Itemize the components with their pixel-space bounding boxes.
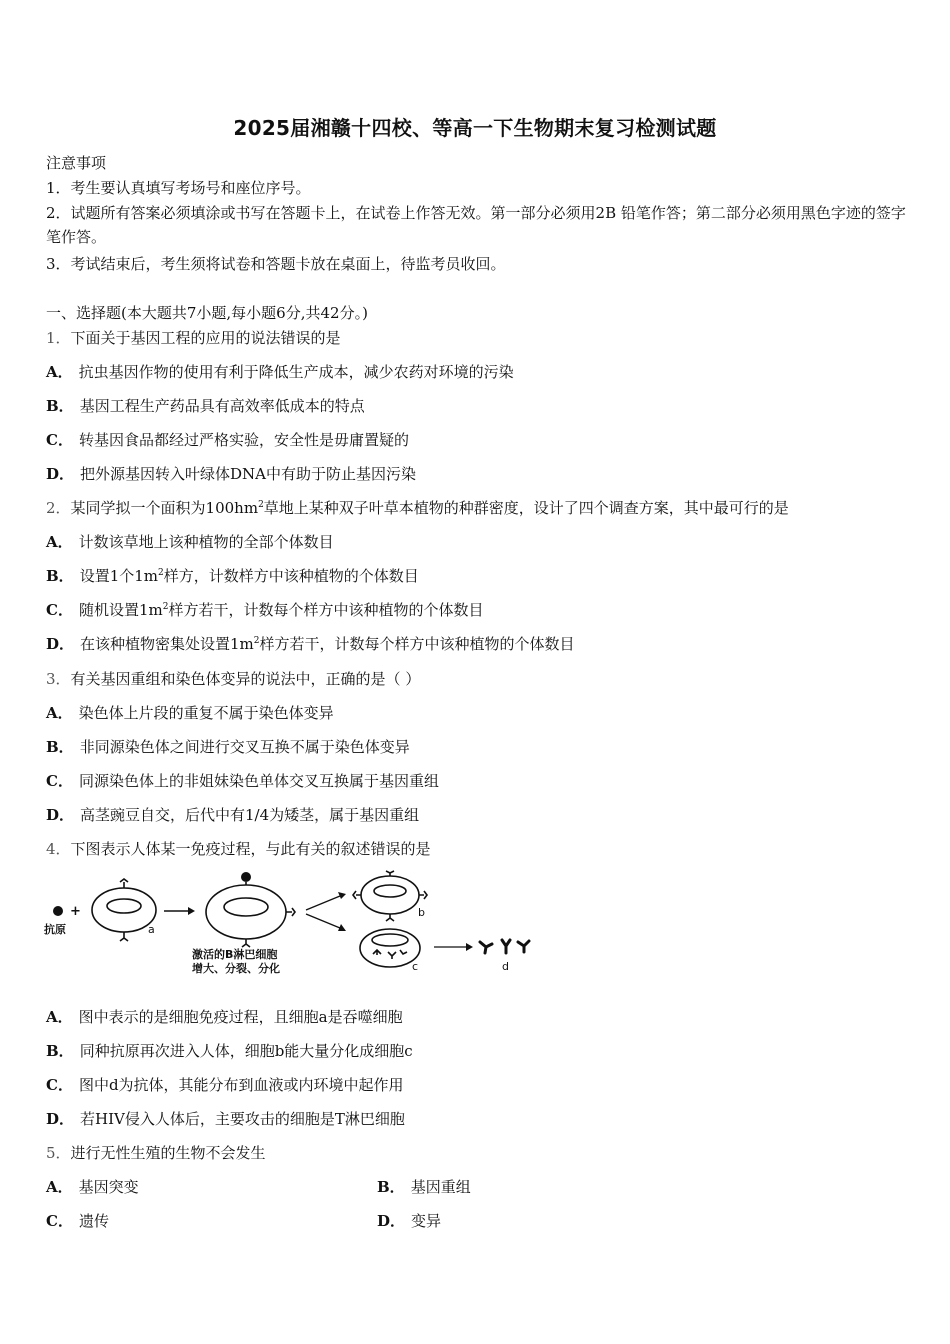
option-label: A． bbox=[46, 1008, 73, 1026]
question-stem: 下面关于基因工程的应用的说法错误的是 bbox=[70, 329, 341, 347]
antibody-icon bbox=[480, 940, 529, 953]
option-4a[interactable] bbox=[46, 1006, 403, 1027]
option-text: 计数该草地上该种植物的全部个体数目 bbox=[78, 533, 334, 551]
arrow-icon bbox=[164, 907, 195, 915]
option-label: D． bbox=[46, 465, 75, 483]
question-stem: 进行无性生殖的生物不会发生 bbox=[70, 1144, 266, 1162]
note-item: 1．考生要认真填写考场号和座位序号。 bbox=[46, 179, 311, 197]
question-number: 2． bbox=[46, 499, 71, 517]
option-text: 抗虫基因作物的使用有利于降低生产成本，减少农药对环境的污染 bbox=[78, 363, 514, 381]
option-text: 染色体上片段的重复不属于染色体变异 bbox=[78, 704, 334, 722]
question-number: 5． bbox=[46, 1144, 71, 1162]
option-4c[interactable] bbox=[46, 1074, 404, 1095]
caption-line1: 激活的B淋巴细胞 bbox=[192, 948, 278, 961]
option-text: 基因工程生产药品具有高效率低成本的特点 bbox=[79, 397, 365, 415]
option-text: 基因重组 bbox=[410, 1178, 471, 1196]
option-text-cont: 样方若干，计数每个样方中该种植物的个体数目 bbox=[168, 601, 484, 619]
option-1b[interactable] bbox=[46, 395, 365, 416]
option-label: D． bbox=[46, 1110, 75, 1128]
option-text: 若HIV侵入人体后，主要攻击的细胞是T淋巴细胞 bbox=[80, 1110, 405, 1128]
question-4 bbox=[46, 838, 431, 859]
option-2a[interactable] bbox=[46, 531, 334, 552]
option-text: 遗传 bbox=[78, 1212, 109, 1230]
option-5c[interactable] bbox=[46, 1210, 109, 1231]
superscript: 2 bbox=[253, 636, 260, 646]
cell-a bbox=[92, 879, 156, 941]
question-5 bbox=[46, 1142, 266, 1163]
option-label: C． bbox=[46, 431, 73, 449]
option-label: A． bbox=[46, 533, 73, 551]
option-label: B． bbox=[46, 567, 74, 585]
option-1a[interactable] bbox=[46, 361, 514, 382]
option-3a[interactable] bbox=[46, 702, 334, 723]
option-3b[interactable] bbox=[46, 736, 410, 757]
option-5d[interactable] bbox=[377, 1210, 441, 1231]
activated-b-cell bbox=[206, 882, 295, 947]
question-stem: 有关基因重组和染色体变异的说法中，正确的是（ ） bbox=[70, 670, 421, 688]
label-d: d bbox=[502, 960, 509, 973]
option-4d[interactable] bbox=[46, 1108, 405, 1129]
option-2b[interactable] bbox=[46, 565, 419, 586]
section-heading: 一、选择题(本大题共7小题,每小题6分,共42分。) bbox=[46, 304, 368, 322]
option-label: C． bbox=[46, 1212, 73, 1230]
antigen-dot bbox=[241, 872, 251, 882]
option-text: 同种抗原再次进入人体，细胞b能大量分化成细胞c bbox=[79, 1042, 413, 1060]
question-number: 4． bbox=[46, 840, 71, 858]
option-text: 基因突变 bbox=[78, 1178, 139, 1196]
option-text-cont: 样方，计数样方中该种植物的个体数目 bbox=[163, 567, 419, 585]
notes-heading: 注意事项 bbox=[46, 154, 107, 172]
superscript: 2 bbox=[258, 500, 264, 510]
question-3 bbox=[46, 668, 420, 689]
option-text-cont: 样方若干，计数每个样方中该种植物的个体数目 bbox=[259, 635, 575, 653]
option-label: B． bbox=[46, 738, 74, 756]
page-title: 2025届湘赣十四校、等高一下生物期末复习检测试题 bbox=[233, 116, 717, 140]
cell-c bbox=[360, 929, 420, 967]
option-4b[interactable] bbox=[46, 1040, 413, 1061]
option-text: 非同源染色体之间进行交叉互换不属于染色体变异 bbox=[79, 738, 410, 756]
option-text: 在该种植物密集处设置1m bbox=[80, 635, 254, 653]
question-number: 1． bbox=[46, 329, 71, 347]
option-label: A． bbox=[46, 1178, 73, 1196]
label-c: c bbox=[412, 960, 419, 973]
option-label: B． bbox=[377, 1178, 405, 1196]
question-1 bbox=[46, 327, 341, 348]
immune-process-diagram bbox=[40, 870, 540, 980]
option-label: C． bbox=[46, 601, 73, 619]
antigen-label: 抗原 bbox=[44, 923, 66, 936]
question-stem: 下图表示人体某一免疫过程，与此有关的叙述错误的是 bbox=[70, 840, 431, 858]
superscript: 2 bbox=[162, 602, 169, 612]
option-text: 高茎豌豆自交，后代中有1/4为矮茎，属于基因重组 bbox=[80, 806, 420, 824]
option-3c[interactable] bbox=[46, 770, 439, 791]
option-label: B． bbox=[46, 397, 74, 415]
option-5a[interactable] bbox=[46, 1176, 139, 1197]
question-stem-cont: 草地上某种双子叶草本植物的种群密度，设计了四个调查方案，其中最可行的是 bbox=[263, 499, 789, 517]
arrow-icon bbox=[434, 943, 473, 951]
plus-sign: + bbox=[70, 904, 81, 919]
label-b: b bbox=[418, 906, 425, 919]
question-stem: 某同学拟一个面积为100hm bbox=[70, 499, 259, 517]
option-label: A． bbox=[46, 363, 73, 381]
option-1d[interactable] bbox=[46, 463, 416, 484]
option-text: 设置1个1m bbox=[79, 567, 158, 585]
option-label: D． bbox=[46, 635, 75, 653]
caption-line2: 增大、分裂、分化 bbox=[192, 962, 280, 975]
option-text: 转基因食品都经过严格实验，安全性是毋庸置疑的 bbox=[78, 431, 409, 449]
branch-arrows-icon bbox=[306, 892, 346, 931]
option-label: D． bbox=[377, 1212, 406, 1230]
antigen-dot bbox=[53, 906, 63, 916]
option-text: 随机设置1m bbox=[78, 601, 163, 619]
superscript: 2 bbox=[158, 568, 164, 578]
cell-b bbox=[353, 871, 427, 921]
option-text: 图中d为抗体，其能分布到血液或内环境中起作用 bbox=[78, 1076, 404, 1094]
question-2 bbox=[46, 497, 789, 518]
option-text: 图中表示的是细胞免疫过程，且细胞a是吞噬细胞 bbox=[78, 1008, 403, 1026]
option-3d[interactable] bbox=[46, 804, 419, 825]
label-a: a bbox=[148, 923, 155, 936]
option-text: 把外源基因转入叶绿体DNA中有助于防止基因污染 bbox=[80, 465, 417, 483]
option-2d[interactable] bbox=[46, 633, 575, 654]
option-text: 变异 bbox=[411, 1212, 442, 1230]
note-item: 3．考试结束后，考生须将试卷和答题卡放在桌面上，待监考员收回。 bbox=[46, 255, 506, 273]
option-label: C． bbox=[46, 772, 73, 790]
note-item: 2．试题所有答案必须填涂或书写在答题卡上，在试卷上作答无效。第一部分必须用2B 铅笔作答；第二部分必须用黑色字迹的签字笔作答。 bbox=[46, 204, 906, 246]
option-5b[interactable] bbox=[377, 1176, 471, 1197]
option-label: D． bbox=[46, 806, 75, 824]
option-1c[interactable] bbox=[46, 429, 409, 450]
option-text: 同源染色体上的非姐妹染色单体交叉互换属于基因重组 bbox=[78, 772, 439, 790]
option-2c[interactable] bbox=[46, 599, 483, 620]
question-number: 3． bbox=[46, 670, 71, 688]
option-label: A． bbox=[46, 704, 73, 722]
option-label: C． bbox=[46, 1076, 73, 1094]
option-label: B． bbox=[46, 1042, 74, 1060]
